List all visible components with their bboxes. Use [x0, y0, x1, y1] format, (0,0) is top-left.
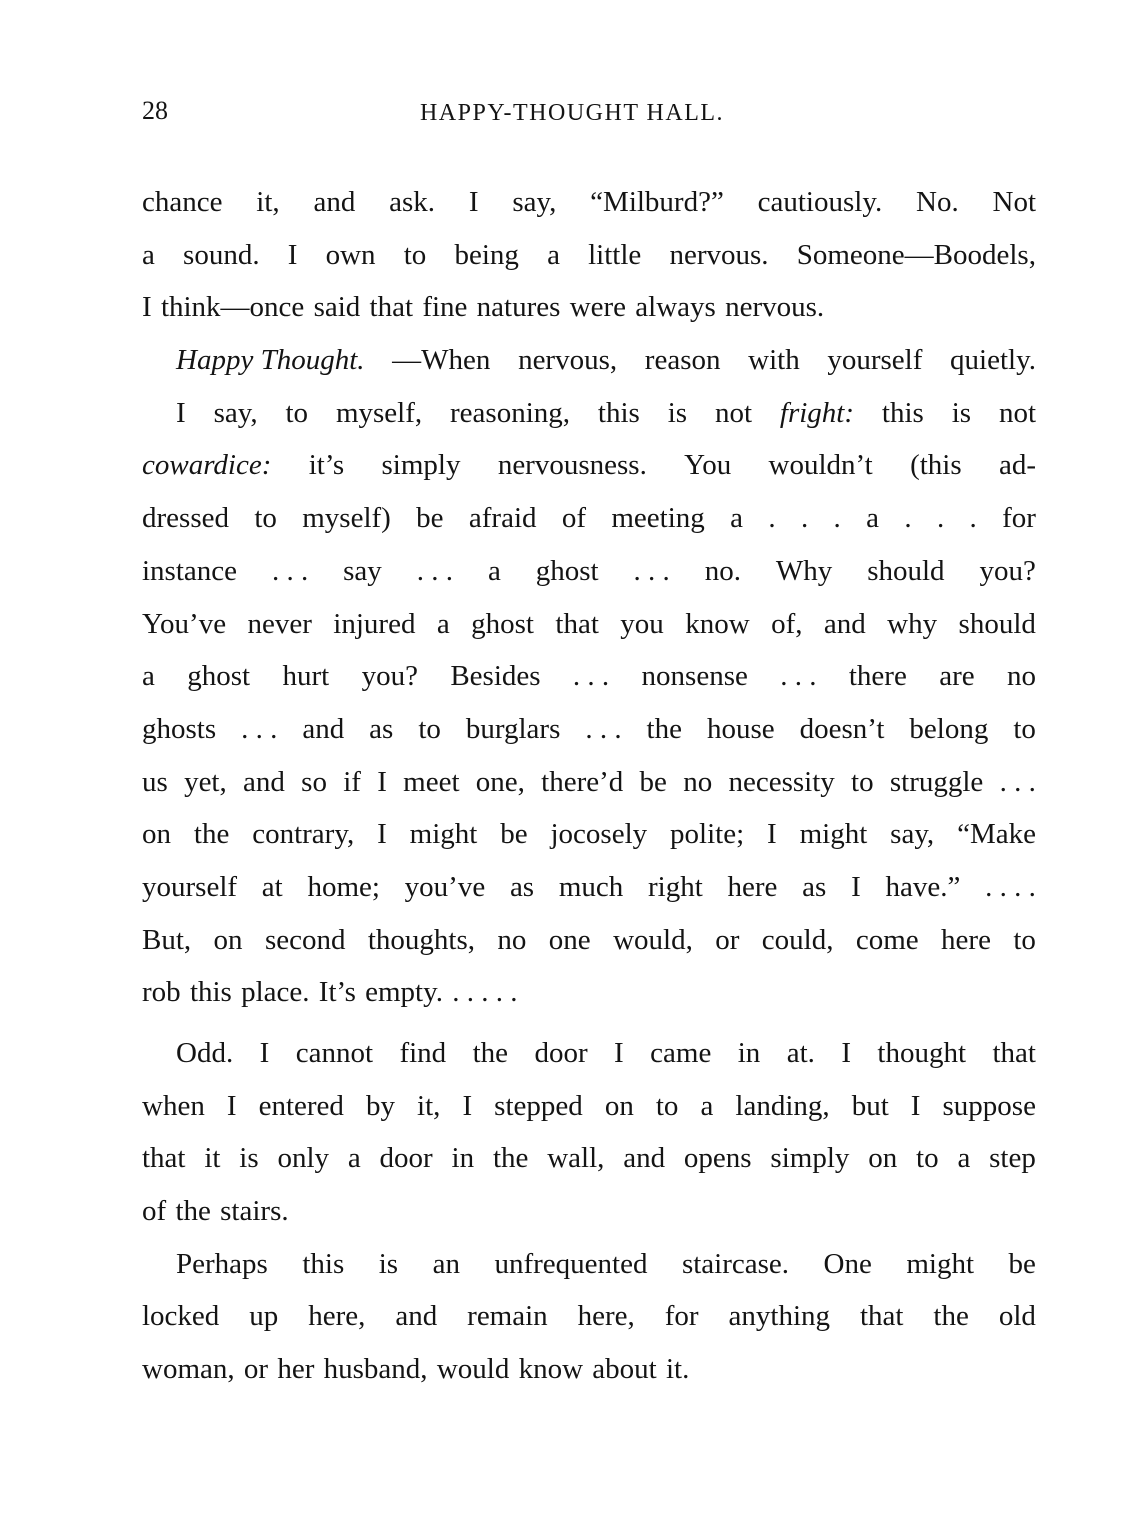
word: about	[592, 1353, 657, 1386]
word: as	[802, 870, 827, 903]
word: if	[343, 765, 361, 798]
word: say	[343, 554, 382, 587]
word: You	[684, 449, 732, 482]
word: you	[620, 607, 664, 640]
word: always	[635, 291, 716, 324]
word: struggle	[889, 765, 984, 798]
word: . . . . .	[452, 976, 518, 1009]
word: I	[841, 1037, 851, 1069]
word: One	[823, 1247, 872, 1280]
word: I	[226, 1089, 237, 1122]
word: here,	[577, 1300, 635, 1333]
word: or	[715, 923, 740, 956]
text-line	[142, 1132, 1036, 1185]
word: are	[939, 660, 975, 693]
word: instance	[142, 554, 238, 587]
text-line	[142, 1238, 1036, 1291]
word: entered	[258, 1089, 344, 1122]
word: empty.	[365, 976, 443, 1009]
word: and	[623, 1142, 666, 1175]
text-line	[142, 914, 1036, 967]
word: It’s	[318, 976, 356, 1009]
word: be	[1008, 1247, 1036, 1280]
word: remain	[467, 1300, 548, 1333]
word: no	[1006, 660, 1036, 693]
text-line	[142, 598, 1036, 651]
text-line	[142, 808, 1036, 861]
text-line	[142, 334, 1036, 387]
word: stairs.	[220, 1195, 289, 1228]
word: injured	[333, 607, 416, 640]
word: would	[436, 1353, 510, 1386]
italic-word: fright:	[779, 396, 855, 429]
word: thought	[877, 1037, 967, 1069]
word: the	[933, 1300, 969, 1333]
word: no	[683, 765, 713, 798]
word: being	[454, 238, 519, 271]
word: find	[399, 1037, 447, 1069]
word: quietly.	[950, 344, 1036, 377]
text-line	[142, 439, 1036, 492]
text-line	[142, 703, 1036, 756]
word: and	[302, 712, 345, 745]
word: there	[848, 660, 907, 693]
word: this	[881, 396, 924, 429]
word: on	[868, 1142, 898, 1175]
word: the	[472, 1037, 509, 1069]
word: ghost	[535, 554, 599, 587]
word: contrary,	[252, 818, 355, 851]
word: a	[866, 502, 880, 535]
word: say,	[512, 186, 557, 218]
word: . . .	[780, 660, 817, 693]
text-line	[142, 966, 1036, 1019]
text-line	[142, 1027, 1036, 1080]
word: wall,	[547, 1142, 605, 1175]
word: place.	[241, 976, 310, 1009]
word: nervous.	[669, 238, 769, 271]
word: is	[951, 396, 972, 429]
word: cannot	[295, 1037, 374, 1069]
paragraph	[142, 334, 1036, 387]
word: cautiously.	[757, 186, 883, 218]
word: you’ve	[404, 870, 486, 903]
word: wouldn’t	[768, 449, 873, 482]
word: be	[416, 502, 444, 535]
word: with	[748, 344, 800, 377]
word: to	[403, 238, 427, 271]
text-line	[142, 545, 1036, 598]
word: fine	[422, 291, 468, 324]
word: I	[377, 765, 387, 798]
word: of,	[771, 607, 803, 640]
word: .	[768, 502, 776, 535]
word: think—once	[160, 291, 305, 324]
word: at.	[786, 1037, 815, 1069]
word: might	[409, 818, 478, 851]
text-line	[142, 1290, 1036, 1343]
word: why	[887, 607, 938, 640]
word: home;	[307, 870, 380, 903]
word: would,	[613, 923, 693, 956]
word: no.	[704, 554, 741, 587]
word: . . .	[572, 660, 610, 693]
book-page-body	[142, 176, 1036, 1396]
word: Someone—Boodels,	[796, 238, 1036, 271]
word: to	[254, 502, 277, 535]
word: ghost	[187, 660, 251, 693]
word: as	[509, 870, 535, 903]
word: to	[851, 765, 874, 798]
word: reasoning,	[450, 396, 571, 429]
word: it,	[256, 186, 280, 218]
word: this	[597, 396, 640, 429]
word: and	[313, 186, 356, 218]
word: when	[142, 1089, 205, 1122]
word: simply	[770, 1142, 850, 1175]
word: a	[957, 1142, 971, 1175]
word: . . .	[585, 712, 622, 745]
text-line	[142, 861, 1036, 914]
word: I	[142, 291, 152, 324]
word: But,	[142, 923, 192, 956]
word: stepped	[494, 1089, 583, 1122]
italic-word: Happy Thought.	[176, 344, 365, 377]
word: hurt	[282, 660, 330, 693]
word: one	[548, 923, 591, 956]
text-line	[142, 756, 1036, 809]
word: for	[1002, 502, 1036, 535]
word: locked	[142, 1300, 220, 1333]
word: nervous,	[518, 344, 618, 377]
text-line	[142, 387, 1036, 440]
word: so	[301, 765, 327, 798]
word: that	[555, 607, 599, 640]
word: little	[588, 238, 642, 271]
word: an	[432, 1247, 460, 1280]
word: sound.	[183, 238, 260, 271]
paragraph	[142, 1027, 1036, 1238]
word: of	[142, 1195, 167, 1228]
word: up	[249, 1300, 279, 1333]
word: were	[569, 291, 627, 324]
word: should	[867, 554, 945, 587]
page-number: 28	[142, 96, 168, 125]
word: natures	[476, 291, 561, 324]
word: landing,	[735, 1089, 830, 1122]
word: no	[497, 923, 527, 956]
word: and	[243, 765, 285, 798]
word: be	[500, 818, 528, 851]
word: Odd.	[176, 1037, 234, 1069]
word: said	[313, 291, 361, 324]
word: have.”	[885, 870, 961, 903]
word: her	[277, 1353, 315, 1386]
word: .	[904, 502, 912, 535]
word: I	[259, 1037, 270, 1069]
word: one,	[475, 765, 525, 798]
word: of	[561, 502, 587, 535]
word: it’s	[308, 449, 345, 482]
word: to	[655, 1089, 679, 1122]
word: I	[377, 818, 387, 851]
word: yourself	[142, 870, 238, 903]
word: a	[142, 660, 155, 693]
word: step	[989, 1142, 1036, 1175]
word: old	[998, 1300, 1036, 1333]
word: door	[379, 1142, 433, 1175]
word: on	[213, 923, 243, 956]
word: thoughts,	[367, 923, 476, 956]
word: or	[243, 1353, 269, 1386]
word: be	[639, 765, 667, 798]
word: in	[451, 1142, 475, 1175]
word: . . .	[241, 712, 278, 745]
word: for	[664, 1300, 699, 1333]
word: a	[547, 238, 560, 271]
word: (this	[910, 449, 962, 482]
word: I	[287, 238, 298, 271]
word: on	[604, 1089, 634, 1122]
word: I	[910, 1089, 921, 1122]
word: much	[558, 870, 624, 903]
word: a	[142, 238, 155, 271]
word: Perhaps	[176, 1247, 268, 1280]
word: but	[851, 1089, 889, 1122]
word: is	[667, 396, 688, 429]
text-line	[142, 281, 1036, 334]
word: dressed	[142, 502, 229, 535]
word: to	[916, 1142, 939, 1175]
word: anything	[728, 1300, 831, 1333]
word: chance	[142, 186, 223, 218]
word: it	[204, 1142, 221, 1175]
word: on	[142, 818, 171, 851]
word: Why	[775, 554, 833, 587]
word: myself,	[335, 396, 423, 429]
word: . . .	[416, 554, 453, 587]
word: woman,	[142, 1353, 235, 1386]
word: to	[285, 396, 309, 429]
word: and	[395, 1300, 438, 1333]
word: a	[436, 607, 450, 640]
word: jocosely	[550, 818, 648, 851]
word: the	[175, 1195, 211, 1228]
word: the	[193, 818, 230, 851]
italic-word: cowardice:	[142, 449, 272, 482]
word: reason	[644, 344, 721, 377]
word: this	[189, 976, 232, 1009]
word: and	[823, 607, 866, 640]
word: nervousness.	[497, 449, 647, 482]
text-line	[142, 229, 1036, 282]
word: might	[799, 818, 868, 851]
word: here,	[308, 1300, 366, 1333]
word: —When	[392, 344, 491, 377]
word: Not	[992, 186, 1036, 218]
text-line	[142, 1343, 1036, 1396]
word: that	[369, 291, 414, 324]
word: meeting	[611, 502, 705, 535]
word: myself)	[302, 502, 391, 535]
word: yet,	[184, 765, 227, 798]
word: burglars	[465, 712, 561, 745]
word: is	[239, 1142, 259, 1175]
word: ad-	[998, 449, 1036, 482]
word: come	[855, 923, 919, 956]
word: I	[767, 818, 777, 851]
word: No.	[916, 186, 959, 218]
word: this	[302, 1247, 345, 1280]
word: it.	[666, 1353, 690, 1386]
word: . . .	[999, 765, 1036, 798]
word: .	[833, 502, 841, 535]
word: husband,	[323, 1353, 428, 1386]
word: us	[142, 765, 168, 798]
text-line	[142, 1080, 1036, 1133]
word: that	[142, 1142, 186, 1175]
word: I	[614, 1037, 624, 1069]
word: doesn’t	[799, 712, 885, 745]
word: I	[462, 1089, 473, 1122]
word: .	[800, 502, 809, 535]
word: say,	[213, 396, 258, 429]
paragraph	[142, 387, 1036, 1019]
word: “Make	[957, 818, 1036, 851]
word: house	[706, 712, 775, 745]
word: that	[992, 1037, 1036, 1069]
word: know	[685, 607, 750, 640]
word: that	[859, 1300, 904, 1333]
word: never	[247, 607, 312, 640]
word: by	[365, 1089, 395, 1122]
text-line	[142, 650, 1036, 703]
word: door	[534, 1037, 588, 1069]
word: .	[969, 502, 977, 535]
word: came	[650, 1037, 712, 1069]
word: could,	[761, 923, 834, 956]
word: not	[998, 396, 1036, 429]
text-line	[142, 176, 1036, 229]
word: own	[325, 238, 376, 271]
word: here	[727, 870, 778, 903]
word: a	[487, 554, 501, 587]
word: is	[378, 1247, 399, 1280]
word: a	[730, 502, 744, 535]
paragraph	[142, 176, 1036, 334]
text-line	[142, 1185, 1036, 1238]
word: “Milburd?”	[590, 186, 724, 218]
word: belong	[909, 712, 989, 745]
word: a	[347, 1142, 361, 1175]
word: I	[468, 186, 479, 218]
word: ask.	[389, 186, 436, 218]
word: . . . .	[985, 870, 1036, 903]
word: . . .	[633, 554, 670, 587]
word: as	[369, 712, 394, 745]
running-title: HAPPY-THOUGHT HALL.	[419, 100, 725, 126]
word: here	[941, 923, 991, 956]
text-line	[142, 492, 1036, 545]
word: at	[261, 870, 283, 903]
word: I	[851, 870, 861, 903]
word: the	[492, 1142, 529, 1175]
word: to	[418, 712, 441, 745]
word: the	[646, 712, 682, 745]
word: .	[936, 502, 945, 535]
word: right	[648, 870, 703, 903]
word: rob	[142, 976, 181, 1009]
word: might	[906, 1247, 975, 1280]
word: necessity	[728, 765, 835, 798]
word: to	[1013, 923, 1036, 956]
word: to	[1013, 712, 1036, 745]
word: staircase.	[681, 1247, 790, 1280]
word: meet	[403, 765, 460, 798]
word: you?	[361, 660, 418, 693]
paragraph-gap	[142, 1019, 1036, 1027]
word: simply	[381, 449, 461, 482]
word: only	[277, 1142, 330, 1175]
word: I	[176, 396, 186, 429]
word: opens	[683, 1142, 752, 1175]
word: should	[958, 607, 1036, 640]
word: you?	[979, 554, 1036, 587]
word: second	[264, 923, 346, 956]
word: in	[737, 1037, 761, 1069]
word: nervous.	[725, 291, 825, 324]
word: ghosts	[142, 712, 217, 745]
word: there’d	[541, 765, 624, 798]
word: it,	[417, 1089, 441, 1122]
word: yourself	[827, 344, 923, 377]
word: You’ve	[142, 607, 227, 640]
word: know	[518, 1353, 584, 1386]
word: polite;	[670, 818, 745, 851]
word: unfrequented	[494, 1247, 648, 1280]
word: suppose	[942, 1089, 1036, 1122]
word: nonsense	[641, 660, 748, 693]
word: . . .	[271, 554, 309, 587]
paragraph	[142, 1238, 1036, 1396]
word: ghost	[471, 607, 534, 640]
word: Besides	[450, 660, 541, 693]
word: a	[700, 1089, 714, 1122]
word: not	[714, 396, 752, 429]
word: afraid	[468, 502, 537, 535]
word: say,	[890, 818, 935, 851]
